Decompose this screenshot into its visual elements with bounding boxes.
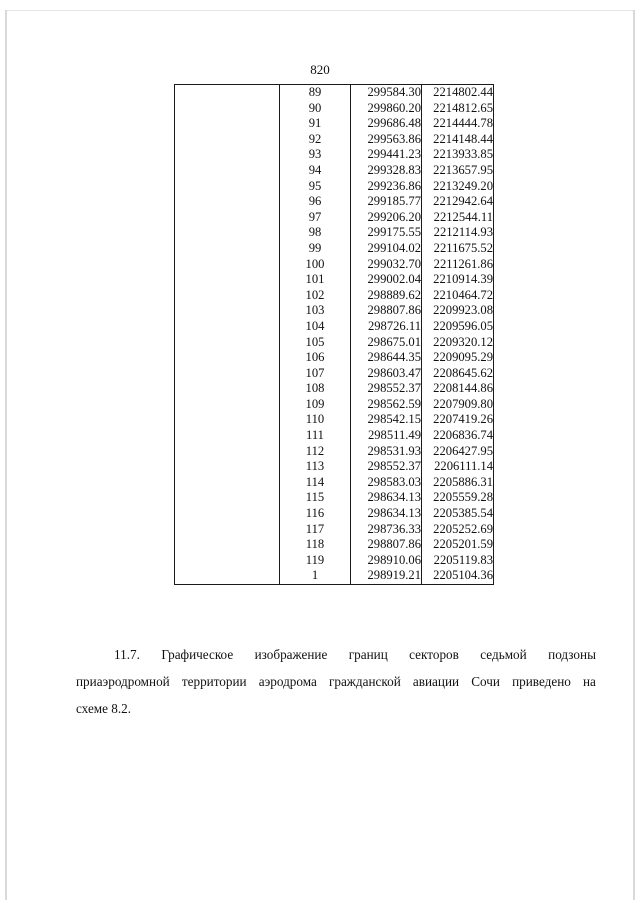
page-edge-left	[5, 10, 7, 900]
blank-cell	[175, 116, 280, 132]
blank-cell	[175, 568, 280, 584]
y-coordinate-cell: 2205119.83	[422, 553, 494, 569]
table-row	[175, 85, 494, 101]
y-coordinate-cell: 2214812.65	[422, 101, 494, 117]
blank-cell	[175, 101, 280, 117]
paragraph-word: приаэродромной	[76, 674, 170, 689]
blank-cell	[175, 147, 280, 163]
table-row	[175, 210, 494, 226]
y-coordinate-cell: 2209596.05	[422, 319, 494, 335]
table-row	[175, 163, 494, 179]
table-row	[175, 412, 494, 428]
y-coordinate-cell: 2209923.08	[422, 303, 494, 319]
y-coordinate-cell: 2210914.39	[422, 272, 494, 288]
point-number-cell: 95	[280, 179, 351, 195]
point-number-cell: 100	[280, 257, 351, 273]
y-coordinate-cell: 2212114.93	[422, 225, 494, 241]
table-row	[175, 303, 494, 319]
point-number-cell: 89	[280, 85, 351, 101]
paragraph-word: авиации	[412, 674, 460, 689]
point-number-cell: 117	[280, 522, 351, 538]
blank-cell	[175, 553, 280, 569]
point-number-cell: 118	[280, 537, 351, 553]
blank-cell	[175, 194, 280, 210]
x-coordinate-cell: 298583.03	[351, 475, 422, 491]
y-coordinate-cell: 2213249.20	[422, 179, 494, 195]
y-coordinate-cell: 2209320.12	[422, 335, 494, 351]
y-coordinate-cell: 2213933.85	[422, 147, 494, 163]
point-number-cell: 113	[280, 459, 351, 475]
table-row	[175, 225, 494, 241]
point-number-cell: 99	[280, 241, 351, 257]
blank-cell	[175, 397, 280, 413]
blank-cell	[175, 475, 280, 491]
x-coordinate-cell: 299563.86	[351, 132, 422, 148]
point-number-cell: 105	[280, 335, 351, 351]
y-coordinate-cell: 2208144.86	[422, 381, 494, 397]
x-coordinate-cell: 298644.35	[351, 350, 422, 366]
blank-cell	[175, 85, 280, 101]
blank-cell	[175, 272, 280, 288]
x-coordinate-cell: 299185.77	[351, 194, 422, 210]
table-row	[175, 241, 494, 257]
y-coordinate-cell: 2214444.78	[422, 116, 494, 132]
page-edge-top	[5, 10, 635, 11]
y-coordinate-cell: 2212942.64	[422, 194, 494, 210]
blank-cell	[175, 506, 280, 522]
blank-cell	[175, 428, 280, 444]
x-coordinate-cell: 298919.21	[351, 568, 422, 584]
point-number-cell: 107	[280, 366, 351, 382]
blank-cell	[175, 163, 280, 179]
x-coordinate-cell: 298542.15	[351, 412, 422, 428]
point-number-cell: 101	[280, 272, 351, 288]
x-coordinate-cell: 299860.20	[351, 101, 422, 117]
page-edge-right	[633, 10, 635, 900]
y-coordinate-cell: 2205559.28	[422, 490, 494, 506]
blank-cell	[175, 288, 280, 304]
x-coordinate-cell: 298552.37	[351, 381, 422, 397]
paragraph-11-7	[76, 641, 596, 722]
paragraph-word: седьмой	[480, 647, 527, 662]
paragraph-word: Графическое	[161, 647, 234, 662]
blank-cell	[175, 459, 280, 475]
paragraph-word: Сочи	[471, 674, 500, 689]
paragraph-word: подзоны	[548, 647, 596, 662]
x-coordinate-cell: 298531.93	[351, 444, 422, 460]
table-row	[175, 319, 494, 335]
x-coordinate-cell: 298511.49	[351, 428, 422, 444]
y-coordinate-cell: 2212544.11	[422, 210, 494, 226]
x-coordinate-cell: 298603.47	[351, 366, 422, 382]
x-coordinate-cell: 298634.13	[351, 506, 422, 522]
paragraph-word: секторов	[409, 647, 459, 662]
paragraph-word: на	[582, 674, 596, 689]
x-coordinate-cell: 298807.86	[351, 537, 422, 553]
point-number-cell: 98	[280, 225, 351, 241]
point-number-cell: 115	[280, 490, 351, 506]
table-row	[175, 397, 494, 413]
x-coordinate-cell: 298807.86	[351, 303, 422, 319]
paragraph-word: аэродрома	[258, 674, 317, 689]
blank-cell	[175, 490, 280, 506]
table-row	[175, 537, 494, 553]
point-number-cell: 110	[280, 412, 351, 428]
table-row	[175, 381, 494, 397]
x-coordinate-cell: 298910.06	[351, 553, 422, 569]
x-coordinate-cell: 298889.62	[351, 288, 422, 304]
x-coordinate-cell: 298552.37	[351, 459, 422, 475]
y-coordinate-cell: 2211675.52	[422, 241, 494, 257]
blank-cell	[175, 366, 280, 382]
point-number-cell: 96	[280, 194, 351, 210]
x-coordinate-cell: 299104.02	[351, 241, 422, 257]
table-row	[175, 553, 494, 569]
y-coordinate-cell: 2205886.31	[422, 475, 494, 491]
blank-cell	[175, 381, 280, 397]
table-row	[175, 147, 494, 163]
paragraph-word: границ	[348, 647, 388, 662]
x-coordinate-cell: 298726.11	[351, 319, 422, 335]
table-row	[175, 116, 494, 132]
table-row	[175, 101, 494, 117]
paragraph-line-2	[76, 668, 596, 695]
point-number-cell: 90	[280, 101, 351, 117]
paragraph-word: 11.7.	[114, 647, 140, 662]
point-number-cell: 1	[280, 568, 351, 584]
y-coordinate-cell: 2214148.44	[422, 132, 494, 148]
blank-cell	[175, 537, 280, 553]
y-coordinate-cell: 2206836.74	[422, 428, 494, 444]
table-row	[175, 179, 494, 195]
blank-cell	[175, 522, 280, 538]
blank-cell	[175, 132, 280, 148]
blank-cell	[175, 257, 280, 273]
blank-cell	[175, 179, 280, 195]
point-number-cell: 94	[280, 163, 351, 179]
table-row	[175, 132, 494, 148]
coordinates-table-body	[175, 85, 494, 585]
point-number-cell: 103	[280, 303, 351, 319]
table-row	[175, 366, 494, 382]
y-coordinate-cell: 2213657.95	[422, 163, 494, 179]
point-number-cell: 106	[280, 350, 351, 366]
table-row	[175, 568, 494, 584]
table-row	[175, 272, 494, 288]
point-number-cell: 97	[280, 210, 351, 226]
table-row	[175, 335, 494, 351]
blank-cell	[175, 210, 280, 226]
point-number-cell: 108	[280, 381, 351, 397]
point-number-cell: 112	[280, 444, 351, 460]
point-number-cell: 114	[280, 475, 351, 491]
table-row	[175, 506, 494, 522]
x-coordinate-cell: 299002.04	[351, 272, 422, 288]
table-row	[175, 475, 494, 491]
x-coordinate-cell: 298562.59	[351, 397, 422, 413]
y-coordinate-cell: 2205104.36	[422, 568, 494, 584]
x-coordinate-cell: 298736.33	[351, 522, 422, 538]
point-number-cell: 116	[280, 506, 351, 522]
y-coordinate-cell: 2211261.86	[422, 257, 494, 273]
paragraph-word: территории	[181, 674, 247, 689]
x-coordinate-cell: 299236.86	[351, 179, 422, 195]
blank-cell	[175, 412, 280, 428]
blank-cell	[175, 444, 280, 460]
blank-cell	[175, 319, 280, 335]
y-coordinate-cell: 2206111.14	[422, 459, 494, 475]
point-number-cell: 119	[280, 553, 351, 569]
point-number-cell: 91	[280, 116, 351, 132]
x-coordinate-cell: 299032.70	[351, 257, 422, 273]
table-row	[175, 194, 494, 210]
y-coordinate-cell: 2207419.26	[422, 412, 494, 428]
table-row	[175, 257, 494, 273]
table-row	[175, 350, 494, 366]
point-number-cell: 92	[280, 132, 351, 148]
x-coordinate-cell: 299175.55	[351, 225, 422, 241]
blank-cell	[175, 303, 280, 319]
table-row	[175, 444, 494, 460]
blank-cell	[175, 335, 280, 351]
x-coordinate-cell: 298675.01	[351, 335, 422, 351]
y-coordinate-cell: 2205385.54	[422, 506, 494, 522]
paragraph-word: приведено	[512, 674, 571, 689]
point-number-cell: 109	[280, 397, 351, 413]
y-coordinate-cell: 2207909.80	[422, 397, 494, 413]
point-number-cell: 111	[280, 428, 351, 444]
y-coordinate-cell: 2205252.69	[422, 522, 494, 538]
paragraph-line-1	[76, 641, 596, 668]
table-row	[175, 428, 494, 444]
x-coordinate-cell: 299206.20	[351, 210, 422, 226]
point-number-cell: 104	[280, 319, 351, 335]
y-coordinate-cell: 2205201.59	[422, 537, 494, 553]
point-number-cell: 93	[280, 147, 351, 163]
table-row	[175, 490, 494, 506]
x-coordinate-cell: 298634.13	[351, 490, 422, 506]
x-coordinate-cell: 299328.83	[351, 163, 422, 179]
x-coordinate-cell: 299441.23	[351, 147, 422, 163]
y-coordinate-cell: 2208645.62	[422, 366, 494, 382]
table-row	[175, 459, 494, 475]
point-number-cell: 102	[280, 288, 351, 304]
paragraph-word: гражданской	[328, 674, 401, 689]
page-number: 820	[310, 62, 330, 77]
blank-cell	[175, 350, 280, 366]
table-row	[175, 522, 494, 538]
paragraph-word: изображение	[254, 647, 328, 662]
y-coordinate-cell: 2210464.72	[422, 288, 494, 304]
blank-cell	[175, 241, 280, 257]
table-row	[175, 288, 494, 304]
paragraph-line-3: схеме 8.2.	[76, 701, 132, 716]
x-coordinate-cell: 299584.30	[351, 85, 422, 101]
y-coordinate-cell: 2214802.44	[422, 85, 494, 101]
y-coordinate-cell: 2206427.95	[422, 444, 494, 460]
blank-cell	[175, 225, 280, 241]
coordinates-table	[174, 84, 494, 585]
x-coordinate-cell: 299686.48	[351, 116, 422, 132]
y-coordinate-cell: 2209095.29	[422, 350, 494, 366]
